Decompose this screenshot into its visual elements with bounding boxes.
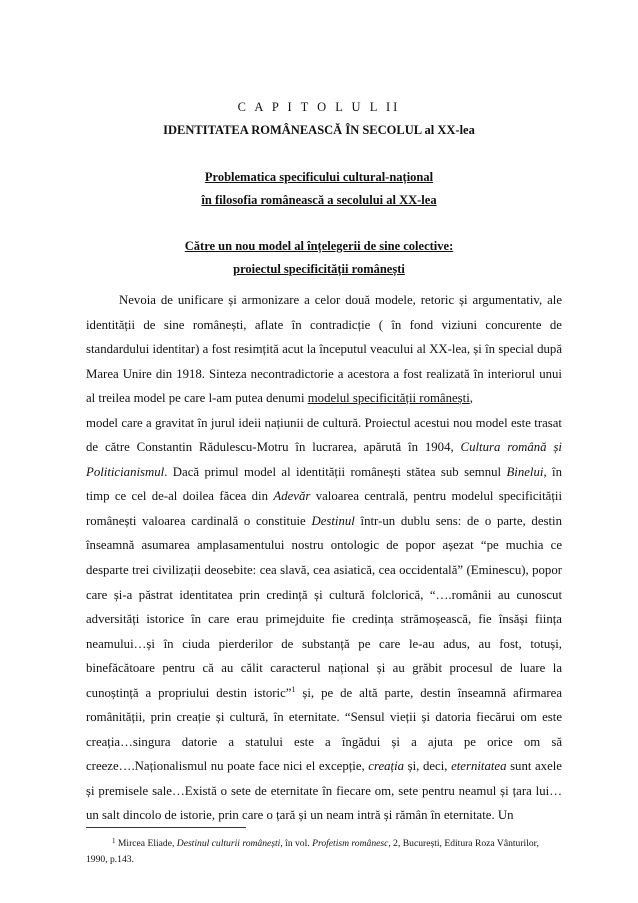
paragraph-1-text: Nevoia de unificare și armonizare a celor două modele, retoric și argumentativ, ale identității de sine românești, aflate în contradicție ( în fond viziuni concurente de standardului identitar) a fost resimțită acut la începutul veacului al XX-lea, și în special după Marea Unire din 1918. Sinteza necontradictorie a acestora a fost realizată în interiorul unui al treilea model pe care l-am putea denumi (86, 293, 562, 406)
paragraph-1-end: , (469, 391, 473, 406)
chapter-heading: C A P I T O L U L II (237, 100, 401, 114)
section-heading-line-1: Problematica specificului cultural-național (204, 170, 434, 184)
italic-run: Cultura română și Politicianismul (86, 440, 562, 479)
text-run: , în timp ce cel de-al doilea făcea din (86, 464, 562, 504)
italic-run: eternitatea (451, 759, 507, 774)
paragraph-1 (86, 288, 562, 411)
italic-run: Destinul culturii românești, (176, 838, 283, 849)
subsection-heading-line-2: proiectul specificității românești (233, 262, 405, 276)
text-run: sunt axele și premisele sale…Există o sete de eternitate în fiecare om, sete pentru neamul și țara lui…un salt dincolo de istorie, prin care o țară și un neam intră și rămân în eternitate. Un (86, 759, 562, 823)
paragraph-2 (86, 411, 562, 828)
section-heading-line-2: în filosofia românească a secolului al XX-lea (201, 193, 437, 207)
italic-run: Destinul (311, 513, 355, 528)
italic-run: creația (368, 759, 405, 774)
body-text (86, 288, 562, 828)
footnote-divider (86, 827, 246, 828)
text-run: și, pe de altă parte, destin înseamnă afirmarea românității, prin creație și cultură, în eternitate. “Sensul vieții și datoria fiecărui om este creația…singura datorie a statului este a îngădui și a ajuta pe orice om să creeze….Naționalismul nu poate face nici el excepție, (86, 685, 562, 774)
text-run: valoarea centrală, pentru modelul specificității românești valoarea cardinală o constituie (86, 489, 562, 528)
footnote-number: 1 (112, 837, 116, 845)
text-run: . Dacă primul model al identității românești stătea sub semnul (164, 464, 507, 479)
subsection-heading-line-1: Către un nou model al înțelegerii de sine colective: (184, 239, 454, 253)
text-run: , 2, București, Editura Roza Vânturilor, 1990, p.143. (86, 838, 539, 865)
text-run: în vol. (282, 838, 313, 849)
footnote-reference: 1 (291, 684, 296, 694)
italic-run: Profetism românesc (312, 838, 389, 849)
text-run: într-un dublu sens: de o parte, destin înseamnă asumarea amplasamentului nostru ontologic de popor așezat “pe muchia ce desparte trei civilizații deosebite: cea slavă, cea asiatică, cea occidentală” (Eminescu), popor care și-a păstrat identitatea prin credință și cultură folclorică, “….românii au cunoscut adversități istorice în care erau primejduite fie credința strămoșească, fie însăși ființa neamului…și în ciuda pierderilor de substanță pe care le-au adus, au fost, totuși, binefăcătoare pentru că au călit caracterul național și au grăbit procesul de luare la cunoștință a propriului destin istoric” (86, 513, 563, 700)
footnote-text (86, 833, 562, 868)
text-run: model care a gravitat în jurul ideii națiunii de cultură. Proiectul acestui nou model este trasat de către Constantin Rădulescu-Motru în lucrarea, apărută în 1904, (86, 415, 562, 455)
text-run: și, deci, (404, 759, 452, 774)
chapter-title: IDENTITATEA ROMÂNEASCĂ ÎN SECOLUL al XX-lea (163, 123, 475, 137)
italic-run: Adevăr (273, 489, 311, 504)
model-link-text: modelul specificității românești (307, 391, 470, 406)
italic-run: Binelui (506, 464, 544, 479)
text-run: Mircea Eliade, (115, 838, 177, 849)
footnote (86, 833, 562, 868)
